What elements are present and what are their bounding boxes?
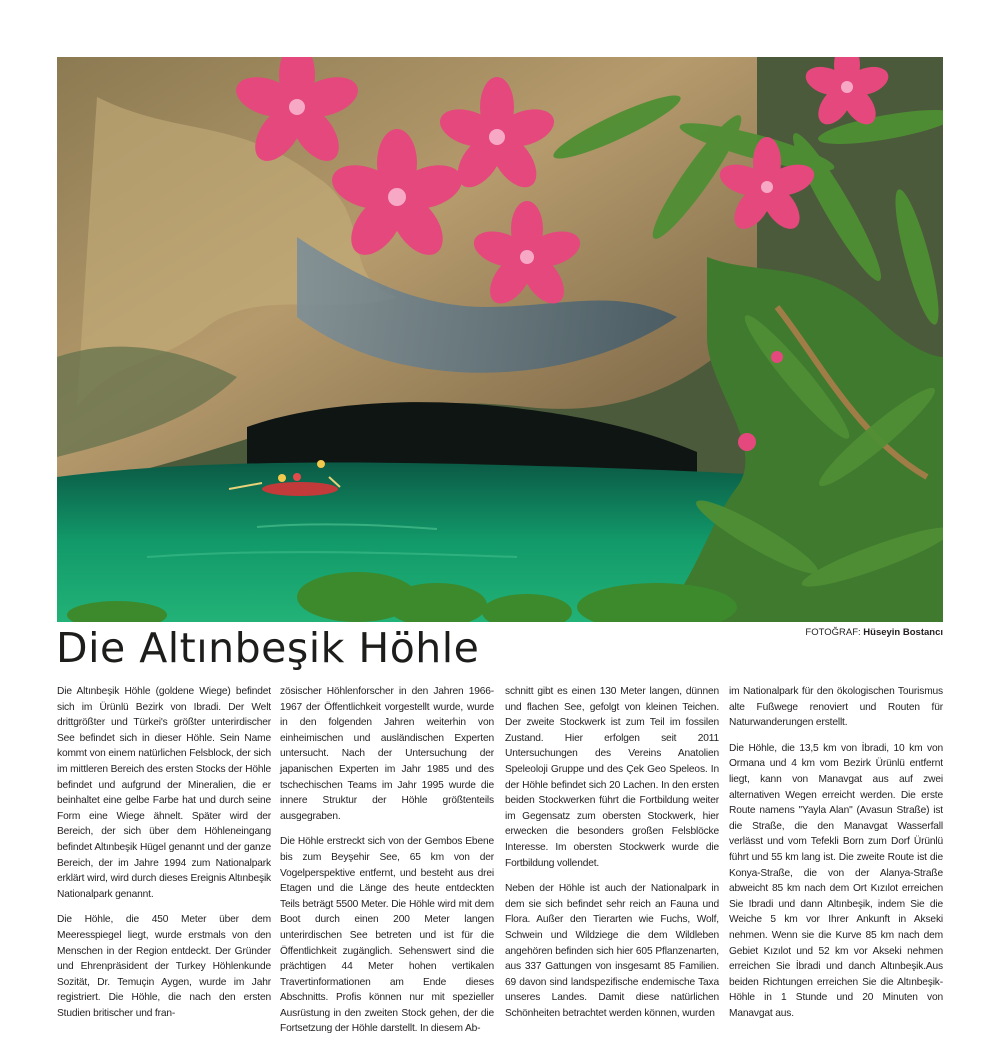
paragraph: zösischer Höhlenforscher in den Jahren 1966-1967 der Öffentlichkeit vorgestellt wurde, wurde in den folgenden Jahren weiterhin von einheimischen und ausländischen Experten untersucht. Nach der Untersuchung der japanischen Experten im Jahr 1985 und des tschechischen Teams im Jahr 1995 wurde die innere Struktur der Höhle größtenteils ausgegraben. <box>280 686 494 822</box>
cave-lake-illustration <box>57 57 943 622</box>
text-column-1 <box>57 684 271 1031</box>
paragraph: Die Höhle, die 13,5 km von İbradi, 10 km von Ormana und 4 km vom Bezirk Ürünlü entfernt liegt, kann von Manavgat aus auf zwei alternativen Wegen erreicht werden. Die erste Route namens "Yayla Alan" (Avasun Straße) ist die Straße, die den Manavgat Wasserfall verlässt und vom Tefekli Born zum Dorf Ürünlü führt und 55 km lang ist. Die zweite Route ist die Konya-Straße, die von der Alanya-Straße abweicht 85 km nach dem Ort Kızılot erreichen Sie Ibradi und dann Altınbeşik, indem Sie die Weiche 5 km vor Ihrer Ankunft in Akseki nehmen. Wenn sie die Kurve 85 km nach dem Gebiet Kızılot und 52 km vor Akseki nehmen erreichen Sie İbradi und danch Altınbeşik.Aus beiden Richtungen erreichen Sie die Altınbeşik-Höhle in 1 Stunde und 20 Minuten von Manavgat aus. <box>729 742 943 1019</box>
text-column-2 <box>280 684 494 1047</box>
cave-lake-photo <box>57 57 943 622</box>
text-column-4 <box>729 684 943 1031</box>
photo-credit-label: FOTOĞRAF: <box>805 627 861 638</box>
paragraph: Die Altınbeşik Höhle (goldene Wiege) befindet sich im Ürünlü Bezirk von Ibradi. Der Welt drittgrößter und Türkei's größter unterirdischer See befindet sich in dieser Höhle. Sein Name kommt von einem natürlichen Felsblock, der sich im mittleren Bereich des ersten Stocks der Höhle befindet und aufgrund der Mineralien, die er beinhaltet eine gelbe Farbe hat und durch seine Form eine Wiege ähnelt. Später wird der Bereich, der sich über dem Höhleneingang befindet Altınbeşik Hügel genannt und der ganze Bereich, der im Jahre 1994 zum Nationalpark erklärt wird, wird durch dieses Ereignis Altınbeşik Nationalpark genannt. <box>57 686 271 900</box>
text-column-3 <box>505 684 719 1031</box>
paragraph: schnitt gibt es einen 130 Meter langen, dünnen und flachen See, gefolgt von kleinen Teichen. Der zweite Stockwerk ist zum Teil im fossilen Zustand. Hier erfolgen seit 2011 Untersuchungen des Vereins Anatolien Speleoloji Gruppe und des Çek Geo Speleos. In der Höhle befindet sich 20 Lachen. In den ersten beiden Stockwerken führt die Fortbildung weiter im Gegensatz zum obersten Stockwerk, hier erwecken die besonders großen Felsblöcke Interesse. Im obersten Stockwerk wurde die Fortbildung vollendet. <box>505 686 719 869</box>
paragraph: im Nationalpark für den ökologischen Tourismus alte Fußwege renoviert und Routen für Naturwanderungen erstellt. <box>729 686 943 729</box>
photo-credit <box>805 627 943 638</box>
article-title: Die Altınbeşik Höhle <box>56 624 480 672</box>
paragraph: Die Höhle erstreckt sich von der Gembos Ebene bis zum Beyşehir See, 65 km von der Vogelperspektive entfernt, und besteht aus drei Etagen und die Länge des heute entdeckten Teils beträgt 5500 Meter. Die Höhle wird mit dem Boot durch einen 200 Meter langen unterirdischen See betreten und ist für die Öffentlichkeit zugänglich. Sehenswert sind die prächtigen 44 Meter hohen vertikalen Travertinformationen am Ende dieses Abschnitts. Profis können nur mit spezieller Ausrüstung in den zweiten Stock gehen, der die Fortsetzung der Höhle darstellt. In diesem Ab- <box>280 836 494 1035</box>
article-body <box>57 684 943 1035</box>
photo-credit-name: Hüseyin Bostancı <box>863 627 943 638</box>
paragraph: Die Höhle, die 450 Meter über dem Meeresspiegel liegt, wurde erstmals von den Menschen in der Region entdeckt. Der Gründer und Ehrenpräsident der Turkey Höhlenkunde Sozität, Dr. Temuçin Aygen, wurde im Jahr registriert. Die Höhle, die nach den ersten Studien britischer und fran- <box>57 914 271 1019</box>
paragraph: Neben der Höhle ist auch der Nationalpark in dem sie sich befindet sehr reich an Fauna und Flora. Außer den Tierarten wie Fuchs, Wolf, Schwein und Wildziege die dem Wildleben angehören befinden sich hier 605 Pflanzenarten, aus 337 Gattungen von insgesamt 85 Familien. 69 davon sind landspezifische endemische Taxa unseres Landes. Damit diese natürlichen Schönheiten betrachtet werden können, wurden <box>505 883 719 1019</box>
